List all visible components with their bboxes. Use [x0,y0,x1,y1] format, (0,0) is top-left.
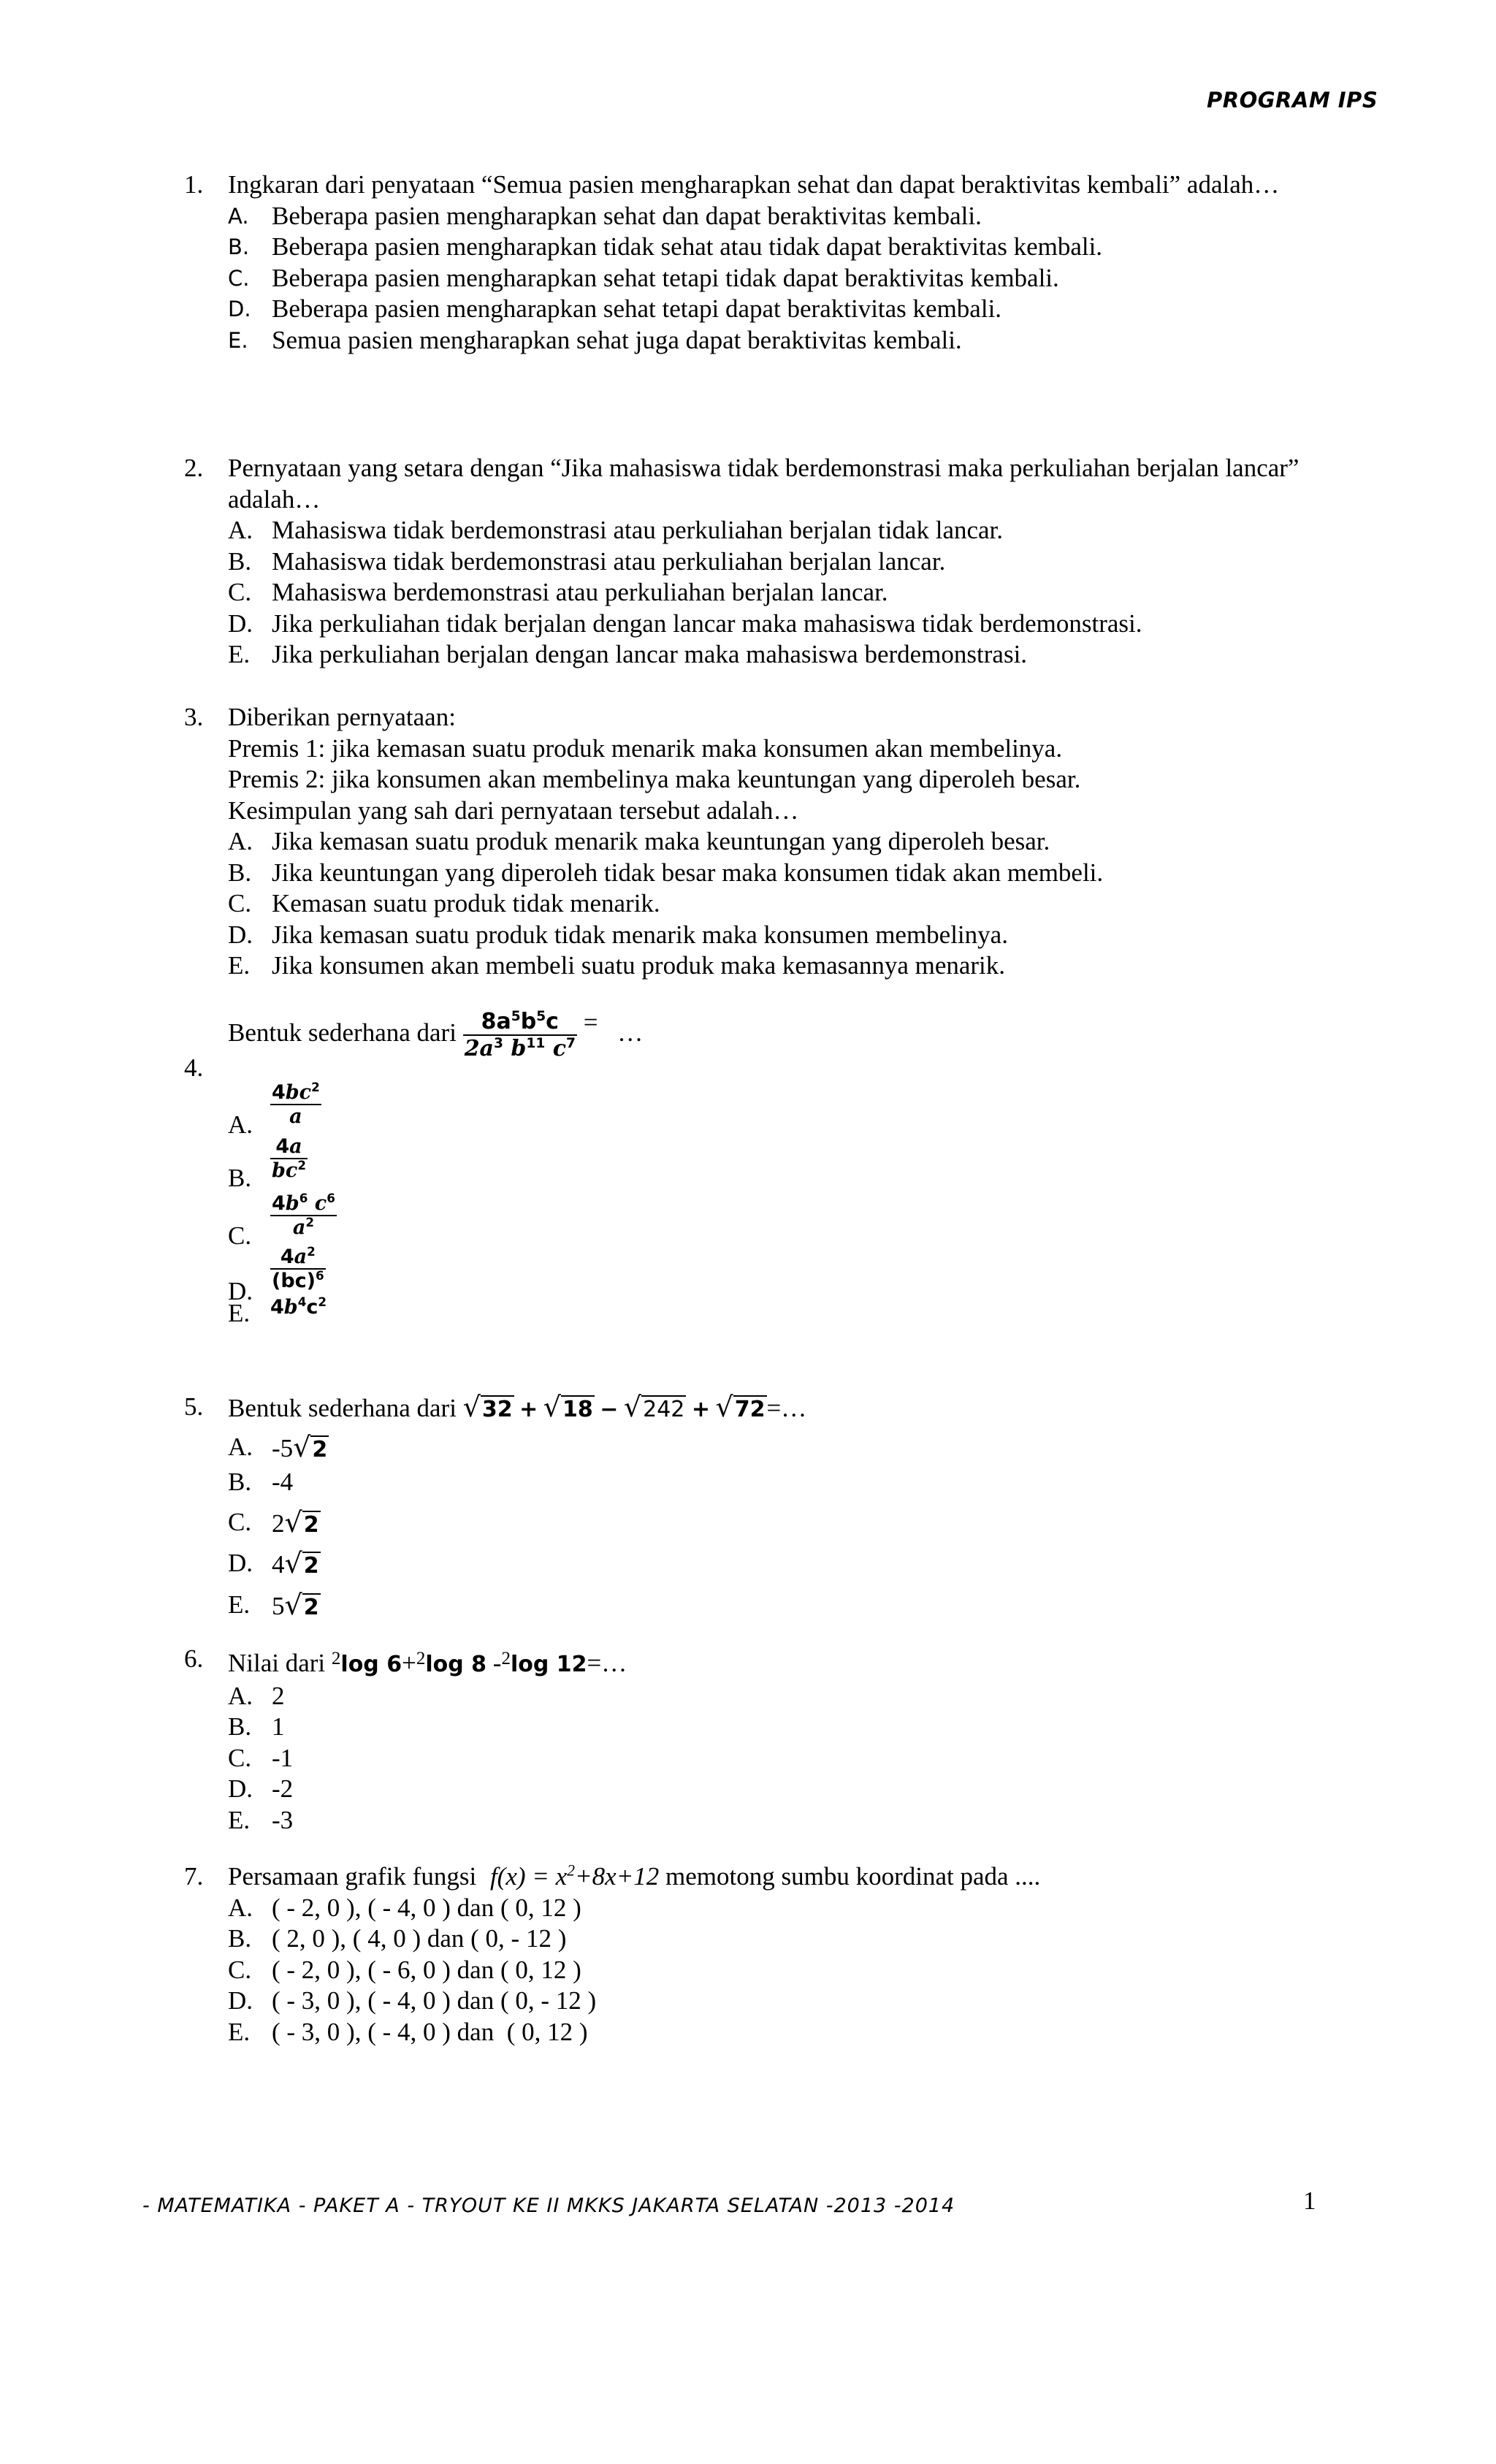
option-text: Jika konsumen akan membeli suatu produk maka kemasannya menarik. [272,951,1006,980]
option-label: E. [228,1299,251,1327]
option-text: -5 [272,1433,294,1462]
question-number: 3. [184,703,204,731]
option-label: C. [228,889,252,918]
sqrt-2: √2 [284,1588,319,1621]
option-a [228,826,1360,858]
option-formula: $4b^4c^2$ [270,1294,327,1319]
question-stem: Ingkaran dari penyataan “Semua pasien mengharapkan sehat dan dapat beraktivitas kembali” adalah… [228,170,1280,199]
option-text: -1 [272,1743,294,1772]
option-text: Jika kemasan suatu produk tidak menarik maka konsumen membelinya. [272,920,1008,949]
option-label: D. [228,1774,253,1803]
function-formula: $f(x) = x^2+8x+12$ [489,1861,660,1891]
question-number: 4. [184,1053,204,1082]
option-label: A. [228,203,249,229]
option-formula: $\frac{4bc^2}{a}$ [272,1080,320,1128]
formula-radicals: √32 + √18 − √242 + √72 [462,1391,766,1423]
option-label: C. [228,1955,252,1984]
option-label: B. [228,1712,252,1741]
stem-text: Persamaan grafik fungsi [228,1862,477,1891]
option-e [228,1590,1360,1624]
option-text: 2 [272,1508,285,1538]
option-label: C. [228,1507,252,1536]
option-text: Kemasan suatu produk tidak menarik. [272,889,660,918]
option-label: B. [228,1164,252,1192]
option-text: Beberapa pasien mengharapkan sehat dan dapat beraktivitas kembali. [272,201,982,230]
option-b [228,546,1360,578]
option-d [228,1774,1360,1805]
option-label: D. [228,1986,253,2015]
option-b [228,232,1360,263]
option-text: Mahasiswa tidak berdemonstrasi atau perkuliahan berjalan tidak lancar. [272,516,1004,544]
option-a [228,201,1360,232]
stem-text: Bentuk sederhana dari [228,1394,457,1422]
page-number: 1 [1303,2186,1316,2215]
option-label: B. [228,234,250,259]
question-1 [184,169,1360,356]
options-list [184,1080,622,1327]
option-a [228,1681,1360,1712]
question-number: 2. [184,454,204,482]
option-label: C. [228,1221,252,1250]
option-label: E. [228,951,251,980]
sqrt-2: √2 [284,1506,319,1538]
formula-fraction [463,1009,577,1061]
denominator: $2a^3$ $b^{11}$ $c^7$ [464,1035,576,1061]
option-label: D. [228,609,253,638]
option-c [228,577,1360,609]
option-label: D. [228,1277,253,1305]
question-stem-line: Premis 1: jika kemasan suatu produk menarik maka konsumen akan membelinya. [228,733,1063,763]
option-c [228,263,1360,294]
option-a [228,1893,1360,1924]
option-formula: $\frac{4a^2}{(bc)^6}$ [272,1244,324,1292]
option-label: B. [228,1468,252,1496]
option-label: D. [228,1549,253,1577]
question-stem-line: Premis 2: jika konsumen akan membelinya maka keuntungan yang diperoleh besar. [228,765,1081,793]
question-stem [228,1392,1360,1426]
option-label: E. [228,1590,251,1619]
option-b [228,1467,1360,1498]
header-program: PROGRAM IPS [1207,88,1378,112]
option-d [228,294,1360,325]
option-label: B. [228,858,252,887]
option-text: 5 [272,1591,285,1620]
question-4 [184,1008,1360,1327]
option-text: ( - 2, 0 ), ( - 6, 0 ) dan ( 0, 12 ) [272,1955,581,1984]
option-b [228,1923,1360,1955]
option-text: ( - 3, 0 ), ( - 4, 0 ) dan ( 0, 12 ) [272,2017,588,2046]
option-text: 1 [272,1712,285,1741]
equals-sign: = [583,1008,598,1037]
option-text: ( - 2, 0 ), ( - 4, 0 ) dan ( 0, 12 ) [272,1893,581,1922]
option-c [228,1743,1360,1774]
question-number: 7. [184,1862,204,1891]
ellipsis: … [617,1018,644,1047]
option-text: 4 [272,1550,285,1579]
question-number: 6. [184,1644,204,1673]
question-number: 5. [184,1392,204,1421]
option-text: -4 [272,1468,294,1496]
option-text: Jika perkuliahan berjalan dengan lancar maka mahasiswa berdemonstrasi. [272,640,1028,668]
option-text: Beberapa pasien mengharapkan sehat tetapi tidak dapat beraktivitas kembali. [272,263,1059,292]
option-text: -3 [272,1805,294,1834]
question-stem [228,1644,1360,1681]
stem-tail: =… [587,1649,627,1677]
option-e [228,639,1360,671]
option-label: A. [228,1893,253,1922]
option-text: -2 [272,1774,294,1803]
option-label: B. [228,546,252,576]
question-stem [228,1008,1360,1061]
option-label: C. [228,1743,252,1772]
numerator: $8a^5b^5c$ [481,1008,559,1034]
option-label: E. [228,1805,251,1834]
option-text: Jika perkuliahan tidak berjalan dengan lancar maka mahasiswa tidak berdemonstrasi. [272,609,1142,638]
option-text: Jika keuntungan yang diperoleh tidak besar maka konsumen tidak akan membeli. [272,858,1104,887]
option-d [228,609,1360,640]
option-b [228,1712,1360,1743]
option-text: Beberapa pasien mengharapkan tidak sehat atau tidak dapat beraktivitas kembali. [272,232,1103,261]
question-2 [184,453,1360,671]
option-text: Beberapa pasien mengharapkan sehat tetapi dapat beraktivitas kembali. [272,294,1002,323]
option-a [228,1432,1360,1466]
option-label: A. [228,827,253,855]
formula-logarithms: $^2$log 6+$^2$log 8 -$^2$log 12 [331,1649,587,1677]
option-a [228,515,1360,546]
option-text: Mahasiswa tidak berdemonstrasi atau perkuliahan berjalan lancar. [272,546,946,576]
option-formula: $\frac{4b^6 c^6}{a^2}$ [272,1191,335,1239]
question-7 [184,1861,1360,2048]
question-stem [228,1861,1360,1893]
question-6 [184,1644,1360,1836]
option-d [228,1244,622,1305]
option-label: E. [228,2017,251,2046]
question-3 [184,702,1360,982]
option-label: E. [228,327,248,353]
option-d [228,920,1360,951]
question-number: 1. [184,170,204,199]
option-e [228,2017,1360,2048]
option-label: E. [228,640,251,668]
option-text: Jika kemasan suatu produk menarik maka keuntungan yang diperoleh besar. [272,827,1050,855]
option-c [228,888,1360,920]
sqrt-2: √2 [284,1547,319,1579]
stem-text-post: memotong sumbu koordinat pada .... [665,1862,1041,1891]
stem-text: Bentuk sederhana dari [228,1018,457,1047]
option-e [228,325,1360,356]
option-e [228,1805,1360,1836]
option-label: D. [228,297,251,321]
option-d [228,1548,1360,1582]
question-stem-line: Diberikan pernyataan: [228,703,456,731]
option-e [228,950,1360,982]
stem-text: Nilai dari [228,1649,326,1677]
footer-text: - MATEMATIKA - PAKET A - TRYOUT KE II MKKS JAKARTA SELATAN -2013 -2014 [142,2194,955,2217]
option-a [228,1081,622,1137]
option-c [228,1507,1360,1541]
option-b [228,1137,622,1192]
question-5 [184,1392,1360,1623]
option-label: C. [228,578,252,606]
option-label: A. [228,1681,253,1710]
option-label: C. [228,265,250,291]
option-text: 2 [272,1681,285,1710]
option-c [228,1955,1360,1986]
option-label: B. [228,1924,252,1953]
option-b [228,858,1360,889]
option-text: ( 2, 0 ), ( 4, 0 ) dan ( 0, - 12 ) [272,1924,567,1953]
sqrt-2: √2 [293,1430,328,1463]
option-text: ( - 3, 0 ), ( - 4, 0 ) dan ( 0, - 12 ) [272,1986,597,2015]
option-formula: $\frac{4a}{bc^2}$ [272,1135,306,1182]
option-text: Mahasiswa berdemonstrasi atau perkuliahan berjalan lancar. [272,578,888,606]
option-label: A. [228,1432,253,1461]
question-stem: Pernyataan yang setara dengan “Jika mahasiswa tidak berdemonstrasi maka perkuliahan berjalan lancar” adalah… [228,454,1300,514]
stem-tail: =… [766,1394,807,1422]
option-d [228,1986,1360,2017]
option-label: A. [228,516,253,544]
option-label: D. [228,920,253,949]
option-label: A. [228,1110,253,1139]
question-stem-line: Kesimpulan yang sah dari pernyataan tersebut adalah… [228,796,799,825]
option-text: Semua pasien mengharapkan sehat juga dapat beraktivitas kembali. [272,325,962,354]
